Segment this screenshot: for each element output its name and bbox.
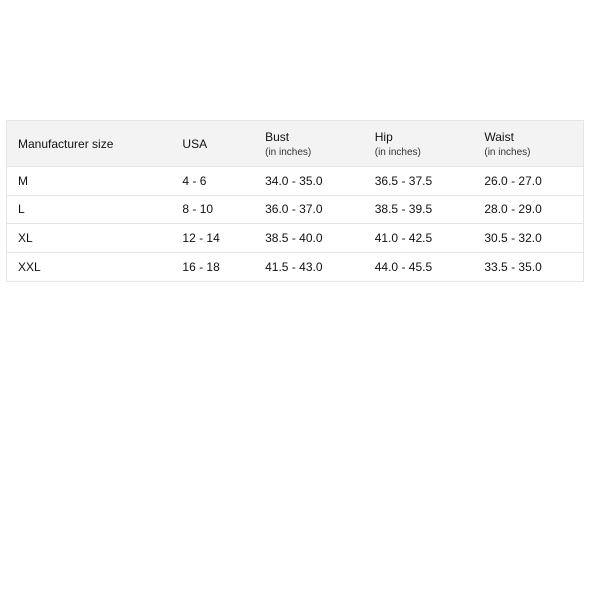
cell-waist: 30.5 - 32.0 — [484, 230, 542, 245]
cell-size: XXL — [18, 259, 41, 274]
header-unit: (in inches) — [484, 146, 531, 158]
cell-hip: 38.5 - 39.5 — [374, 202, 433, 217]
cell-hip: 44.0 - 45.5 — [374, 259, 433, 274]
header-label: Hip — [374, 129, 393, 144]
header-waist — [473, 121, 583, 166]
cell-bust: 36.0 - 37.0 — [265, 202, 323, 217]
cell-waist: 33.5 - 35.0 — [484, 259, 542, 274]
header-usa — [171, 121, 254, 166]
cell-hip: 41.0 - 42.5 — [374, 230, 433, 245]
table-row — [7, 253, 583, 282]
size-chart-table — [6, 120, 584, 282]
cell-usa: 12 - 14 — [182, 230, 220, 245]
header-manufacturer-size — [7, 121, 171, 166]
cell-waist: 28.0 - 29.0 — [484, 202, 542, 217]
cell-size: M — [18, 173, 28, 188]
header-bust — [254, 121, 364, 166]
cell-bust: 34.0 - 35.0 — [265, 173, 323, 188]
cell-size: XL — [18, 230, 33, 245]
table-row — [7, 196, 583, 225]
header-label: USA — [182, 136, 208, 151]
cell-waist: 26.0 - 27.0 — [484, 173, 542, 188]
table-header-row — [7, 121, 583, 167]
cell-usa: 8 - 10 — [182, 202, 214, 217]
cell-size: L — [18, 202, 25, 217]
cell-bust: 38.5 - 40.0 — [265, 230, 323, 245]
cell-usa: 16 - 18 — [182, 259, 220, 274]
header-unit: (in inches) — [265, 146, 312, 158]
table-row — [7, 224, 583, 253]
cell-bust: 41.5 - 43.0 — [265, 259, 323, 274]
cell-usa: 4 - 6 — [182, 173, 207, 188]
header-label: Waist — [484, 129, 514, 144]
header-hip — [364, 121, 474, 166]
header-unit: (in inches) — [374, 146, 421, 158]
cell-hip: 36.5 - 37.5 — [374, 173, 433, 188]
header-label: Manufacturer size — [18, 136, 114, 151]
table-row — [7, 167, 583, 196]
header-label: Bust — [265, 129, 290, 144]
